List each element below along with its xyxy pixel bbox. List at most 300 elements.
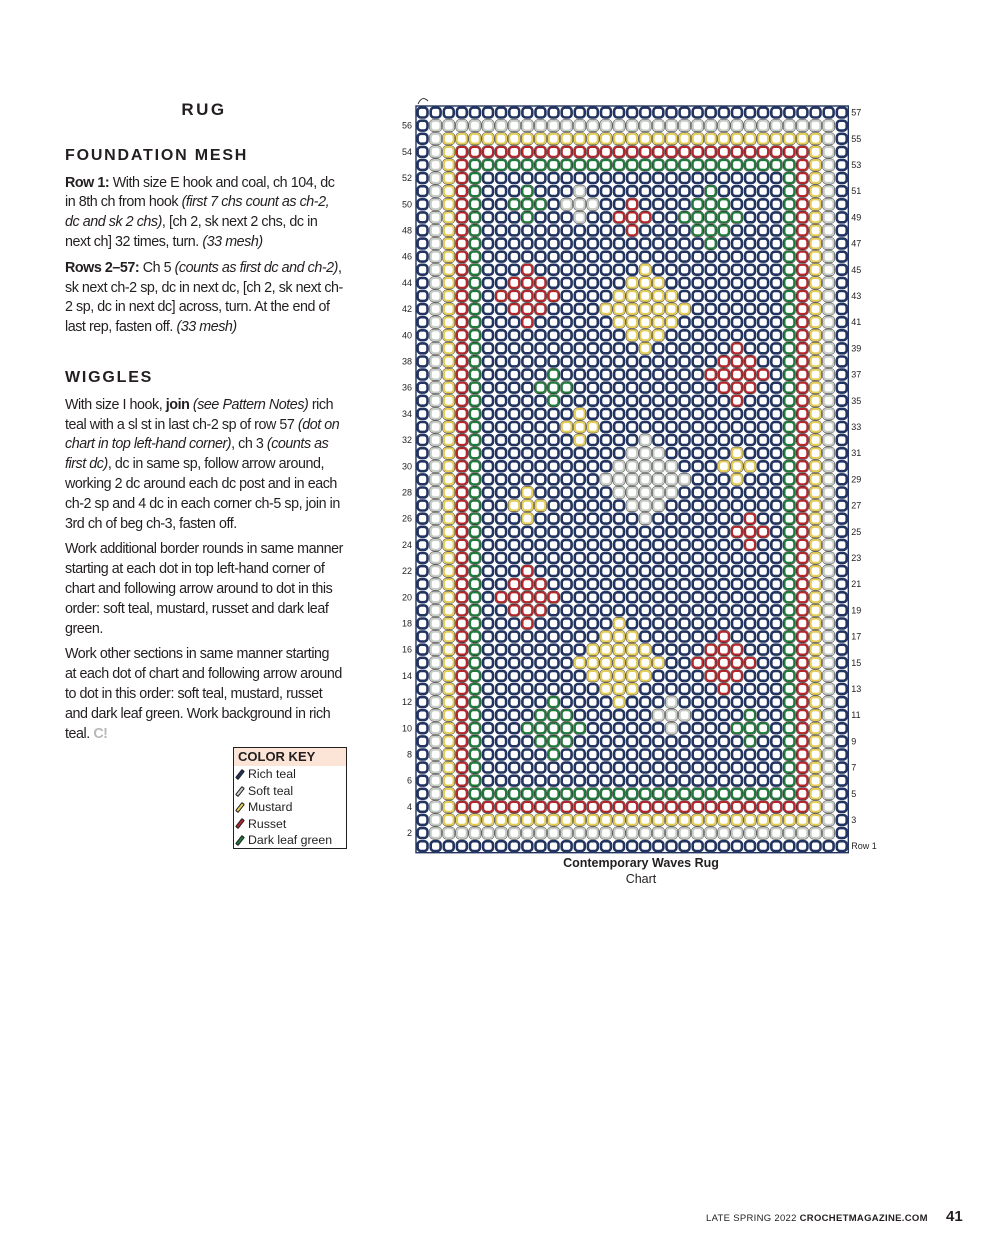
mesh-cell (680, 199, 690, 209)
mesh-cell (758, 147, 768, 157)
mesh-cell (798, 383, 808, 393)
mesh-cell (771, 658, 781, 668)
row-label-right: 17 (851, 631, 862, 642)
mesh-cell (431, 540, 441, 550)
mesh-cell (496, 540, 506, 550)
mesh-cell (496, 304, 506, 314)
mesh-cell (418, 474, 428, 484)
mesh-cell (771, 304, 781, 314)
mesh-cell (588, 357, 598, 367)
mesh-cell (653, 697, 663, 707)
mesh-cell (811, 252, 821, 262)
mesh-cell (667, 474, 677, 484)
mesh-cell (706, 134, 716, 144)
mesh-cell (758, 291, 768, 301)
mesh-cell (431, 697, 441, 707)
mesh-cell (811, 514, 821, 524)
mesh-cell (444, 278, 454, 288)
mesh-cell (798, 671, 808, 681)
mesh-cell (575, 199, 585, 209)
mesh-cell (522, 553, 532, 563)
mesh-cell (418, 658, 428, 668)
mesh-cell (771, 671, 781, 681)
mesh-cell (470, 435, 480, 445)
color-key-item (234, 783, 346, 799)
mesh-cell (457, 488, 467, 498)
mesh-cell (798, 409, 808, 419)
mesh-cell (693, 553, 703, 563)
mesh-cell (771, 527, 781, 537)
mesh-cell (811, 330, 821, 340)
mesh-cell (588, 278, 598, 288)
mesh-cell (798, 776, 808, 786)
mesh-cell (522, 409, 532, 419)
mesh-cell (444, 514, 454, 524)
mesh-cell (614, 278, 624, 288)
mesh-cell (496, 239, 506, 249)
mesh-cell (457, 396, 467, 406)
mesh-cell (536, 422, 546, 432)
mesh-cell (837, 671, 847, 681)
mesh-cell (798, 252, 808, 262)
end-mark: C! (93, 725, 108, 742)
mesh-cell (575, 461, 585, 471)
mesh-cell (575, 710, 585, 720)
mesh-cell (614, 605, 624, 615)
mesh-cell (483, 304, 493, 314)
row-label-right: 43 (851, 290, 862, 301)
mesh-cell (522, 278, 532, 288)
mesh-cell (640, 291, 650, 301)
mesh-cell (457, 239, 467, 249)
mesh-cell (653, 553, 663, 563)
row-label-right: 25 (851, 526, 862, 537)
mesh-cell (732, 278, 742, 288)
mesh-cell (575, 723, 585, 733)
row-label-left: 48 (401, 225, 412, 236)
mesh-cell (640, 658, 650, 668)
mesh-cell (771, 684, 781, 694)
mesh-cell (811, 802, 821, 812)
mesh-cell (798, 199, 808, 209)
mesh-cell (522, 199, 532, 209)
mesh-cell (483, 619, 493, 629)
mesh-cell (562, 723, 572, 733)
mesh-cell (653, 317, 663, 327)
mesh-cell (431, 841, 441, 851)
mesh-cell (483, 265, 493, 275)
mesh-cell (627, 592, 637, 602)
mesh-cell (444, 540, 454, 550)
mesh-cell (549, 514, 559, 524)
mesh-cell (562, 710, 572, 720)
mesh-cell (680, 776, 690, 786)
mesh-cell (457, 383, 467, 393)
mesh-cell (693, 435, 703, 445)
mesh-cell (509, 841, 519, 851)
mesh-cell (483, 671, 493, 681)
mesh-cell (509, 357, 519, 367)
row1-text-1: With size E hook and coal, ch 104, dc in 8th ch from hook (65, 174, 335, 211)
mesh-cell (680, 802, 690, 812)
mesh-cell (418, 343, 428, 353)
mesh-cell (627, 265, 637, 275)
mesh-cell (601, 343, 611, 353)
mesh-cell (837, 304, 847, 314)
mesh-cell (693, 488, 703, 498)
mesh-cell (771, 763, 781, 773)
mesh-cell (431, 684, 441, 694)
mesh-cell (627, 330, 637, 340)
mesh-cell (562, 173, 572, 183)
mesh-cell (693, 592, 703, 602)
mesh-cell (706, 553, 716, 563)
mesh-cell (483, 553, 493, 563)
mesh-cell (719, 212, 729, 222)
mesh-cell (444, 357, 454, 367)
mesh-cell (601, 736, 611, 746)
mesh-cell (549, 108, 559, 118)
mesh-cell (614, 828, 624, 838)
mesh-cell (680, 291, 690, 301)
mesh-cell (470, 527, 480, 537)
mesh-cell (837, 357, 847, 367)
mesh-cell (837, 592, 847, 602)
mesh-cell (444, 265, 454, 275)
mesh-cell (706, 501, 716, 511)
mesh-cell (575, 265, 585, 275)
mesh-cell (824, 226, 834, 236)
mesh-cell (522, 474, 532, 484)
mesh-cell (811, 291, 821, 301)
mesh-cell (562, 370, 572, 380)
mesh-cell (719, 540, 729, 550)
mesh-cell (575, 383, 585, 393)
mesh-cell (588, 527, 598, 537)
mesh-cell (549, 448, 559, 458)
mesh-cell (627, 671, 637, 681)
mesh-cell (509, 199, 519, 209)
mesh-cell (837, 501, 847, 511)
mesh-cell (640, 763, 650, 773)
mesh-cell (732, 645, 742, 655)
mesh-cell (824, 684, 834, 694)
mesh-cell (588, 710, 598, 720)
mesh-cell (575, 317, 585, 327)
mesh-cell (732, 370, 742, 380)
mesh-cell (758, 514, 768, 524)
mesh-cell (732, 723, 742, 733)
mesh-cell (824, 448, 834, 458)
mesh-cell (562, 108, 572, 118)
mesh-cell (798, 566, 808, 576)
mesh-cell (601, 789, 611, 799)
mesh-cell (758, 186, 768, 196)
mesh-cell (431, 265, 441, 275)
mesh-cell (509, 409, 519, 419)
mesh-cell (706, 278, 716, 288)
mesh-cell (522, 121, 532, 131)
mesh-cell (732, 108, 742, 118)
mesh-cell (418, 488, 428, 498)
mesh-cell (509, 710, 519, 720)
mesh-cell (418, 134, 428, 144)
mesh-cell (418, 750, 428, 760)
mesh-cell (627, 121, 637, 131)
mesh-cell (653, 291, 663, 301)
mesh-cell (418, 619, 428, 629)
mesh-cell (653, 212, 663, 222)
mesh-cell (536, 317, 546, 327)
mesh-cell (653, 488, 663, 498)
mesh-cell (457, 750, 467, 760)
mesh-cell (745, 527, 755, 537)
mesh-cell (614, 553, 624, 563)
chart-title: Contemporary Waves Rug (563, 856, 719, 870)
mesh-cell (575, 422, 585, 432)
mesh-cell (575, 828, 585, 838)
mesh-cell (745, 474, 755, 484)
mesh-cell (509, 592, 519, 602)
row1-label: Row 1: (65, 174, 110, 191)
mesh-cell (575, 134, 585, 144)
mesh-cell (536, 841, 546, 851)
mesh-cell (693, 370, 703, 380)
mesh-cell (640, 579, 650, 589)
mesh-cell (496, 632, 506, 642)
mesh-cell (771, 409, 781, 419)
mesh-cell (732, 343, 742, 353)
mesh-cell (745, 763, 755, 773)
mesh-cell (745, 252, 755, 262)
mesh-cell (640, 461, 650, 471)
mesh-cell (680, 619, 690, 629)
mesh-cell (667, 579, 677, 589)
mesh-cell (496, 553, 506, 563)
mesh-cell (496, 435, 506, 445)
mesh-cell (522, 383, 532, 393)
mesh-cell (693, 343, 703, 353)
mesh-cell (758, 566, 768, 576)
mesh-cell (653, 605, 663, 615)
mesh-cell (562, 605, 572, 615)
mesh-cell (745, 173, 755, 183)
row1-italic-2: (33 mesh) (202, 233, 263, 250)
mesh-cell (444, 396, 454, 406)
color-key-item (234, 816, 346, 832)
mesh-cell (431, 186, 441, 196)
mesh-cell (522, 815, 532, 825)
mesh-cell (693, 579, 703, 589)
color-key-item (234, 799, 346, 815)
mesh-cell (653, 134, 663, 144)
mesh-cell (522, 632, 532, 642)
mesh-cell (601, 671, 611, 681)
mesh-cell (470, 566, 480, 576)
mesh-cell (745, 697, 755, 707)
mesh-cell (732, 212, 742, 222)
mesh-cell (457, 330, 467, 340)
mesh-cell (444, 160, 454, 170)
row-label-right: 23 (851, 552, 862, 563)
row-label-left: 16 (401, 644, 412, 655)
mesh-cell (614, 841, 624, 851)
mesh-cell (784, 343, 794, 353)
mesh-cell (784, 789, 794, 799)
mesh-cell (444, 658, 454, 668)
mesh-cell (470, 134, 480, 144)
mesh-cell (614, 632, 624, 642)
mesh-cell (483, 370, 493, 380)
mesh-cell (824, 134, 834, 144)
mesh-cell (549, 802, 559, 812)
mesh-cell (418, 723, 428, 733)
mesh-cell (470, 710, 480, 720)
mesh-cell (457, 474, 467, 484)
mesh-cell (811, 147, 821, 157)
mesh-cell (496, 802, 506, 812)
mesh-cell (653, 304, 663, 314)
mesh-cell (588, 671, 598, 681)
mesh-cell (732, 605, 742, 615)
mesh-cell (811, 540, 821, 550)
mesh-cell (601, 160, 611, 170)
mesh-cell (771, 173, 781, 183)
mesh-cell (627, 160, 637, 170)
mesh-cell (418, 841, 428, 851)
mesh-cell (784, 265, 794, 275)
mesh-cell (837, 841, 847, 851)
mesh-cell (457, 619, 467, 629)
mesh-cell (418, 239, 428, 249)
mesh-cell (431, 527, 441, 537)
mesh-cell (771, 265, 781, 275)
mesh-cell (837, 291, 847, 301)
mesh-cell (837, 108, 847, 118)
mesh-cell (496, 619, 506, 629)
mesh-cell (667, 304, 677, 314)
mesh-cell (719, 278, 729, 288)
mesh-cell (640, 684, 650, 694)
mesh-cell (470, 461, 480, 471)
mesh-cell (509, 186, 519, 196)
mesh-cell (784, 592, 794, 602)
mesh-cell (732, 540, 742, 550)
mesh-cell (693, 317, 703, 327)
mesh-cell (457, 226, 467, 236)
mesh-cell (693, 199, 703, 209)
mesh-cell (706, 108, 716, 118)
mesh-cell (614, 239, 624, 249)
mesh-cell (811, 750, 821, 760)
mesh-cell (693, 357, 703, 367)
mesh-cell (418, 422, 428, 432)
mesh-cell (549, 632, 559, 642)
mesh-cell (837, 435, 847, 445)
mesh-cell (457, 199, 467, 209)
mesh-cell (640, 317, 650, 327)
mesh-cell (653, 448, 663, 458)
mesh-cell (483, 802, 493, 812)
mesh-cell (693, 723, 703, 733)
mesh-cell (496, 343, 506, 353)
mesh-cell (719, 763, 729, 773)
mesh-cell (496, 776, 506, 786)
mesh-cell (496, 684, 506, 694)
mesh-cell (771, 632, 781, 642)
mesh-cell (483, 579, 493, 589)
wiggles-p1-text-4: , dc in same sp, follow arrow around, working 2 dc around each dc post and in each ch-2 sp and 4 dc in each corner ch-5 sp, join in 3rd ch of beg ch-3, fasten off. (65, 456, 340, 532)
mesh-cell (784, 802, 794, 812)
mesh-cell (418, 802, 428, 812)
mesh-cell (444, 121, 454, 131)
mesh-cell (470, 579, 480, 589)
mesh-cell (693, 828, 703, 838)
mesh-cell (562, 488, 572, 498)
mesh-cell (496, 710, 506, 720)
mesh-cell (562, 501, 572, 511)
mesh-cell (588, 199, 598, 209)
mesh-cell (706, 736, 716, 746)
mesh-cell (562, 553, 572, 563)
mesh-cell (745, 121, 755, 131)
mesh-cell (837, 789, 847, 799)
mesh-cell (667, 763, 677, 773)
mesh-cell (824, 357, 834, 367)
mesh-cell (509, 239, 519, 249)
mesh-cell (614, 422, 624, 432)
row-label-left: 20 (401, 592, 412, 603)
row-label-left: 12 (401, 697, 412, 708)
mesh-cell (667, 317, 677, 327)
mesh-cell (483, 239, 493, 249)
mesh-cell (653, 252, 663, 262)
mesh-cell (824, 186, 834, 196)
mesh-cell (706, 186, 716, 196)
mesh-cell (719, 448, 729, 458)
mesh-cell (719, 357, 729, 367)
mesh-cell (562, 186, 572, 196)
mesh-cell (680, 226, 690, 236)
mesh-cell (771, 370, 781, 380)
mesh-cell (509, 343, 519, 353)
mesh-cell (706, 435, 716, 445)
mesh-cell (784, 474, 794, 484)
mesh-cell (693, 540, 703, 550)
mesh-cell (457, 763, 467, 773)
mesh-cell (575, 697, 585, 707)
mesh-cell (575, 802, 585, 812)
mesh-cell (640, 212, 650, 222)
mesh-cell (496, 658, 506, 668)
mesh-cell (824, 632, 834, 642)
mesh-cell (496, 723, 506, 733)
mesh-cell (588, 645, 598, 655)
mesh-cell (667, 710, 677, 720)
mesh-cell (562, 815, 572, 825)
mesh-cell (601, 776, 611, 786)
mesh-cell (575, 540, 585, 550)
mesh-cell (824, 474, 834, 484)
mesh-cell (483, 448, 493, 458)
mesh-cell (771, 383, 781, 393)
mesh-cell (784, 776, 794, 786)
mesh-cell (824, 239, 834, 249)
mesh-cell (680, 422, 690, 432)
mesh-cell (588, 514, 598, 524)
mesh-cell (588, 802, 598, 812)
mesh-cell (562, 330, 572, 340)
